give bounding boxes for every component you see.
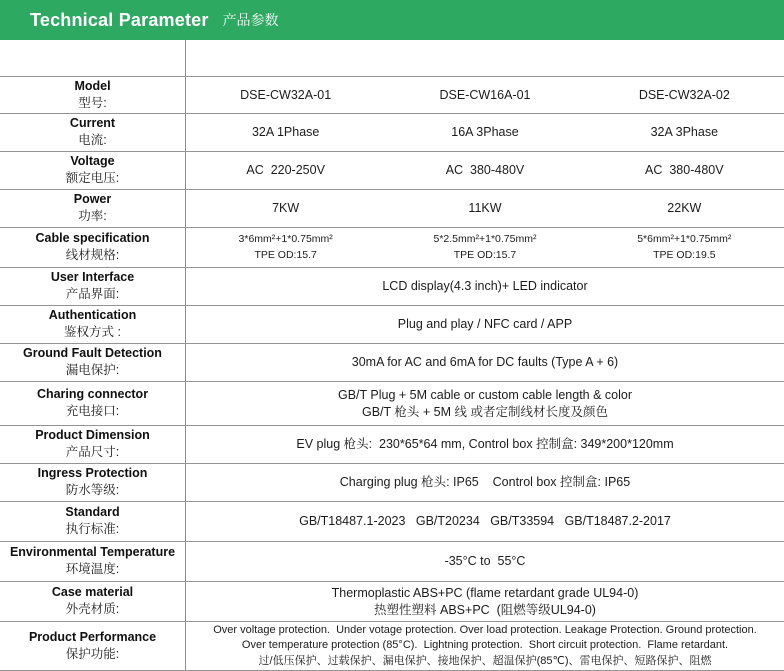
- value-cell: 22KW: [667, 201, 702, 216]
- row-label: [0, 542, 186, 581]
- table-row-ground-fault: [0, 344, 784, 382]
- row-label-en: Product Dimension: [35, 428, 150, 443]
- value-line: Charging plug 枪头: IP65 Control box 控制盒: IP65: [339, 475, 631, 490]
- table-row-product-dimension: [0, 426, 784, 464]
- row-label-zh: 执行标准:: [65, 522, 120, 536]
- value-cell: 32A 1Phase: [251, 125, 320, 140]
- row-label-zh: 外壳材质:: [65, 602, 120, 616]
- value-span: [186, 464, 784, 501]
- value-span: [186, 344, 784, 381]
- row-label-en: Authentication: [48, 308, 137, 323]
- cable-spec-line2: TPE OD:15.7: [453, 248, 517, 261]
- row-label-en: Product Performance: [28, 629, 157, 644]
- row-label: [0, 190, 186, 227]
- row-label: [0, 344, 186, 381]
- value-cell: DSE-CW32A-02: [638, 87, 730, 102]
- value-cell: 32A 3Phase: [650, 125, 719, 140]
- value-line: Over voltage protection. Under votage protection. Over load protection. Leakage Protection. Ground protection.: [213, 623, 757, 636]
- value-line: EV plug 枪头: 230*65*64 mm, Control box 控制盒: 349*200*120mm: [296, 437, 674, 452]
- cable-spec-line1: 5*6mm²+1*0.75mm²: [637, 232, 732, 245]
- row-label-en: Ground Fault Detection: [23, 346, 162, 361]
- value-cell: AC 380-480V: [645, 163, 724, 178]
- value-span: [186, 306, 784, 343]
- row-label: [0, 502, 186, 541]
- row-label: [0, 622, 186, 670]
- row-label-en: Cable specification: [35, 231, 150, 246]
- row-label: [0, 228, 186, 267]
- row-label: [0, 114, 186, 151]
- cable-spec-line1: 3*6mm²+1*0.75mm²: [238, 232, 333, 245]
- row-label-zh: 充电接口:: [65, 404, 120, 418]
- value-span: [186, 382, 784, 425]
- row-label: [0, 77, 186, 113]
- value-span: [186, 502, 784, 541]
- row-label-zh: 功率:: [78, 209, 107, 223]
- value-line: 过/低压保护、过载保护、漏电保护、接地保护、超温保护(85℃)、雷电保护、短路保护、阻燃: [258, 654, 712, 667]
- row-label-en: Case material: [51, 585, 134, 600]
- spacer-label-cell: [0, 40, 186, 76]
- value-line: Thermoplastic ABS+PC (flame retardant grade UL94-0): [331, 586, 639, 601]
- value-line: Over temperature protection (85°C). Lightning protection. Short circuit protection. Flame retardant.: [241, 639, 729, 652]
- table-row-model: [0, 77, 784, 114]
- row-label-en: Environmental Temperature: [9, 545, 176, 560]
- value-span: [186, 622, 784, 670]
- row-label-zh: 保护功能:: [65, 646, 120, 661]
- table-row-authentication: [0, 306, 784, 344]
- row-label-zh: 型号:: [78, 95, 107, 110]
- row-label-en: Ingress Protection: [37, 466, 148, 481]
- value-span: [186, 268, 784, 305]
- value-cell: [385, 228, 584, 267]
- row-label: [0, 152, 186, 189]
- row-label-en: Charing connector: [36, 387, 149, 402]
- row-label-zh: 产品界面:: [65, 287, 120, 301]
- value-span: [186, 582, 784, 621]
- cable-spec-line1: 5*2.5mm²+1*0.75mm²: [433, 232, 537, 245]
- cable-spec-line2: TPE OD:19.5: [653, 248, 716, 261]
- row-label-zh: 鉴权方式 :: [64, 325, 121, 339]
- value-line: GB/T Plug + 5M cable or custom cable length & color: [337, 388, 632, 403]
- row-label-zh: 线材规格:: [65, 248, 120, 262]
- value-cell: AC 220-250V: [246, 163, 325, 178]
- cable-spec-line2: TPE OD:15.7: [254, 248, 317, 261]
- table-row-current: [0, 114, 784, 152]
- value-line: 30mA for AC and 6mA for DC faults (Type A + 6): [351, 355, 619, 370]
- value-cell: AC 380-480V: [445, 163, 525, 178]
- table-row-product-performance: [0, 622, 784, 671]
- row-label-en: User Interface: [50, 270, 135, 285]
- row-label: [0, 382, 186, 425]
- row-label-zh: 产品尺寸:: [65, 445, 120, 459]
- section-title-en: Technical Parameter: [30, 9, 209, 30]
- row-label-zh: 电流:: [78, 133, 107, 147]
- row-label-en: Model: [74, 78, 111, 93]
- row-label: [0, 306, 186, 343]
- row-label-en: Voltage: [70, 154, 115, 169]
- value-line: Plug and play / NFC card / APP: [397, 317, 573, 332]
- table-row-user-interface: [0, 268, 784, 306]
- value-span: [186, 426, 784, 463]
- row-label: [0, 582, 186, 621]
- value-cell: [585, 228, 784, 267]
- value-cell: DSE-CW32A-01: [240, 87, 332, 102]
- row-label: [0, 464, 186, 501]
- value-line: GB/T 枪头 + 5M 线 或者定制线材长度及颜色: [362, 404, 608, 419]
- value-cell: 16A 3Phase: [451, 125, 519, 140]
- row-label-en: Current: [69, 116, 116, 131]
- value-cell: 11KW: [468, 201, 502, 216]
- row-label: [0, 426, 186, 463]
- row-label-zh: 防水等级:: [65, 483, 120, 497]
- value-cell: DSE-CW16A-01: [439, 87, 531, 102]
- row-label-en: Power: [73, 192, 112, 207]
- parameter-table: [0, 40, 784, 671]
- row-label-zh: 额定电压:: [65, 171, 120, 185]
- table-row-voltage: [0, 152, 784, 190]
- value-cell: 7KW: [272, 201, 300, 216]
- table-row-power: [0, 190, 784, 228]
- value-line: 热塑性塑料 ABS+PC (阻燃等级UL94-0): [374, 602, 596, 617]
- row-label-zh: 环境温度:: [65, 562, 120, 576]
- row-label-en: Standard: [65, 505, 120, 520]
- value-span: [186, 542, 784, 581]
- table-row-environmental-temperature: [0, 542, 784, 582]
- value-line: -35°C to 55°C: [444, 554, 526, 569]
- section-header: [0, 0, 784, 40]
- table-row-standard: [0, 502, 784, 542]
- value-cell: [186, 228, 385, 267]
- row-label: [0, 268, 186, 305]
- spacer-value-cell: [186, 40, 784, 76]
- table-row-charging-connector: [0, 382, 784, 426]
- row-label-zh: 漏电保护:: [65, 363, 120, 377]
- section-title-zh: 产品参数: [222, 12, 279, 28]
- value-line: GB/T18487.1-2023 GB/T20234 GB/T33594 GB/T18487.2-2017: [299, 514, 671, 529]
- table-spacer-row: [0, 40, 784, 77]
- table-row-case-material: [0, 582, 784, 622]
- value-line: LCD display(4.3 inch)+ LED indicator: [382, 279, 588, 294]
- table-row-cable-spec: [0, 228, 784, 268]
- table-row-ingress-protection: [0, 464, 784, 502]
